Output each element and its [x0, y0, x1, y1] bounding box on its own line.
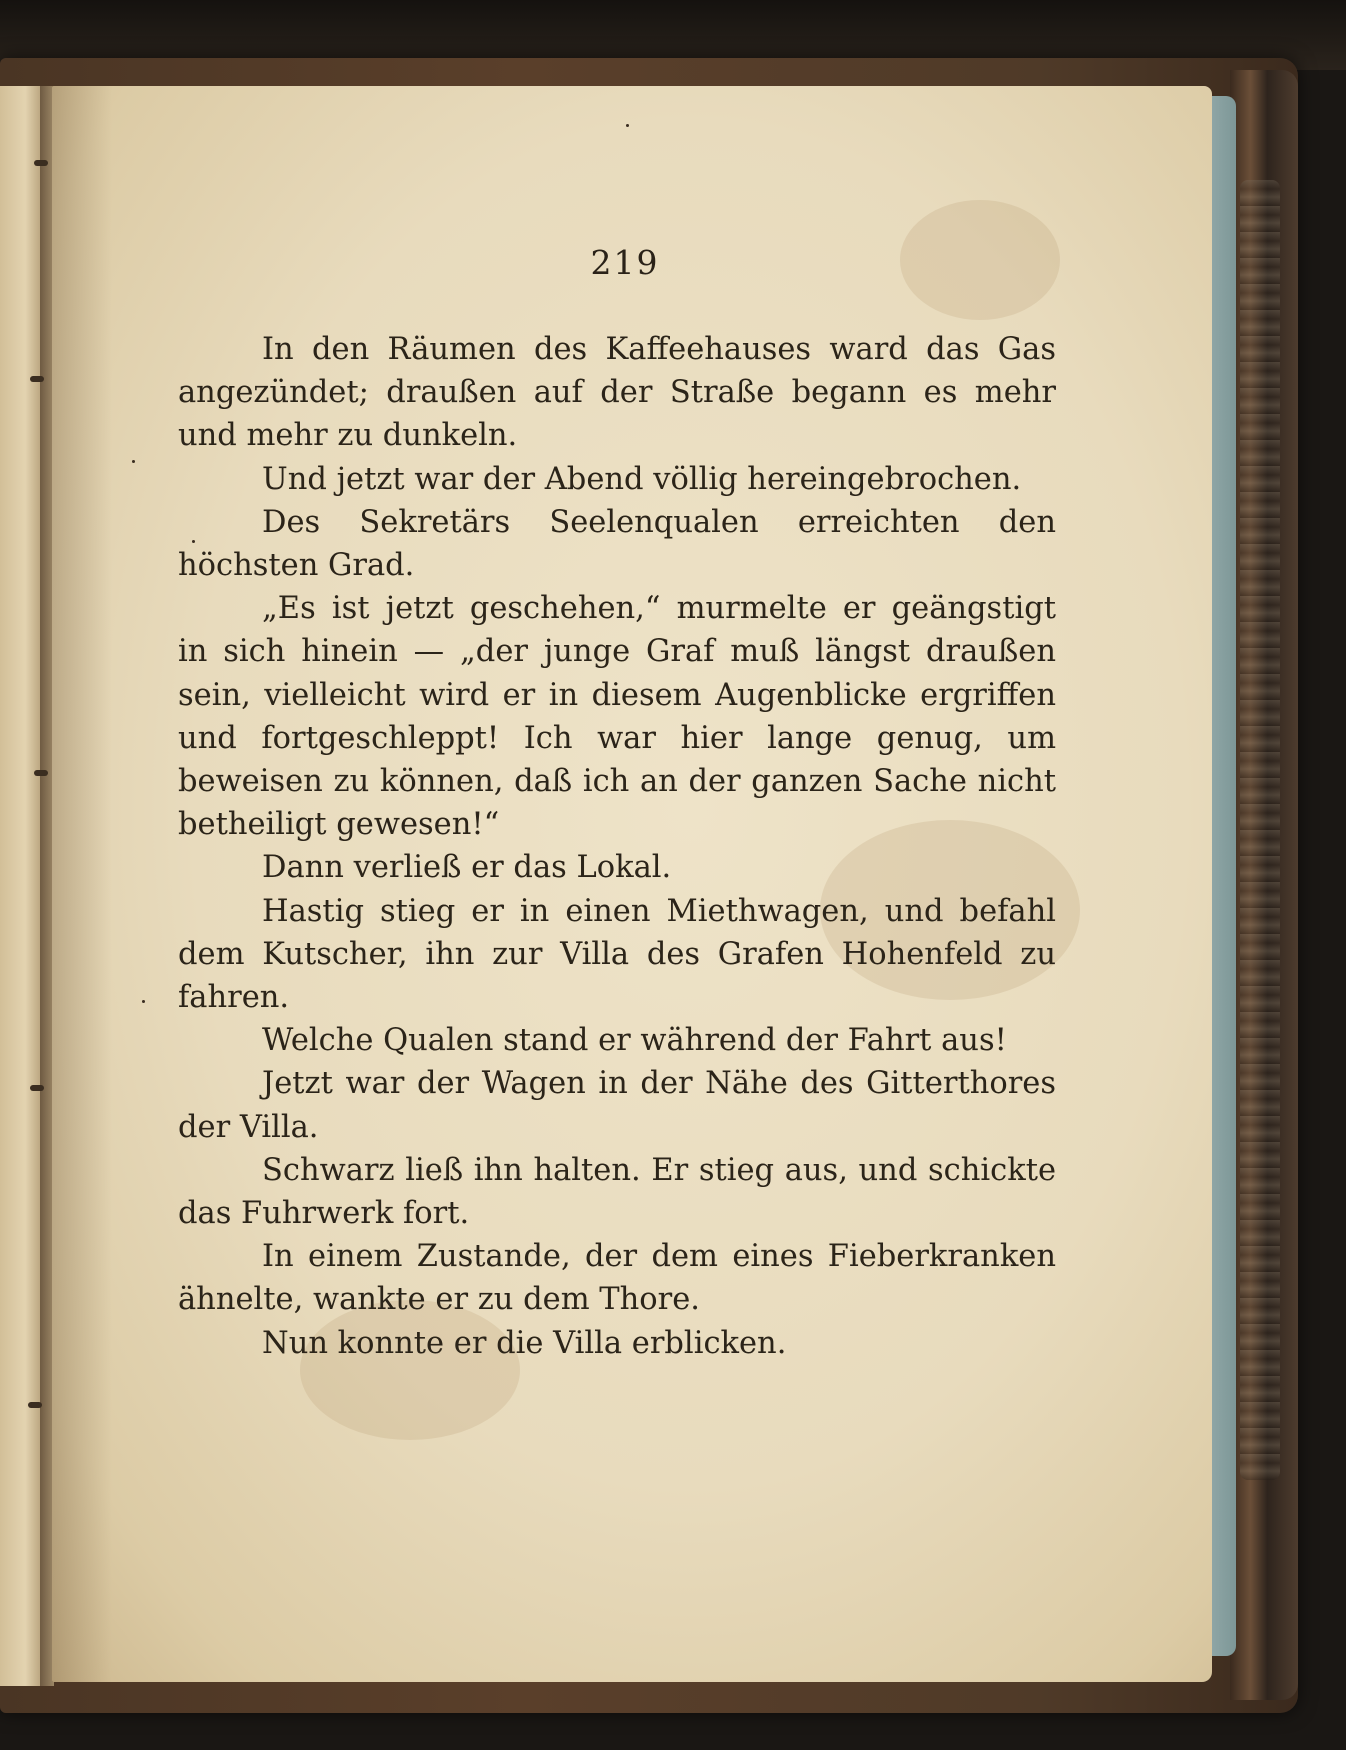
- binding-thread-mark: [30, 376, 44, 382]
- page-number: 219: [590, 243, 660, 282]
- paragraph: Nun konnte er die Villa erblicken.: [262, 1325, 787, 1361]
- page-stain: [900, 200, 1060, 320]
- dust-speck: [626, 124, 629, 127]
- paragraph: In einem Zustande, der dem eines Fieberkranken ähnelte, wankte er zu dem Thore.: [178, 1239, 1056, 1318]
- cover-wear-texture: [1240, 180, 1280, 1480]
- binding-thread-mark: [28, 1402, 42, 1408]
- left-page-edge: [0, 86, 42, 1686]
- binding-thread-mark: [34, 160, 48, 166]
- page-gutter-shadow: [52, 86, 112, 1682]
- paragraph: Und jetzt war der Abend völlig hereingebrochen.: [262, 461, 1022, 497]
- binding-thread-mark: [34, 770, 48, 776]
- paragraph: Dann verließ er das Lokal.: [262, 850, 672, 886]
- paragraph: Schwarz ließ ihn halten. Er stieg aus, und schickte das Fuhrwerk fort.: [178, 1152, 1056, 1232]
- paragraph: Welche Qualen stand er während der Fahrt aus!: [262, 1023, 1007, 1059]
- dust-speck: [132, 460, 135, 463]
- paragraph: Des Sekretärs Seelenqualen erreichten den höchsten Grad.: [178, 504, 1056, 584]
- paragraph: „Es ist jetzt geschehen,“ murmelte er geängstigt in sich hinein — „der junge Graf muß längst draußen sein, vielleicht wird er in diesem Augenblicke ergriffen und fortgeschleppt! Ich war hier lange genug, um beweisen zu können, daß ich an der ganzen Sache nicht betheiligt gewesen!“: [178, 591, 1056, 843]
- paragraph: In den Räumen des Kaffeehauses ward das Gas angezündet; draußen auf der Straße begann es mehr und mehr zu dunkeln.: [178, 332, 1056, 454]
- binding-thread-mark: [30, 1085, 44, 1091]
- paragraph: Hastig stieg er in einen Miethwagen, und befahl dem Kutscher, ihn zur Villa des Grafen Hohenfeld zu fahren.: [178, 893, 1056, 1016]
- paragraph: Jetzt war der Wagen in der Nähe des Gitterthores der Villa.: [178, 1066, 1056, 1145]
- body-text: [178, 328, 1056, 1365]
- dust-speck: [142, 1000, 145, 1003]
